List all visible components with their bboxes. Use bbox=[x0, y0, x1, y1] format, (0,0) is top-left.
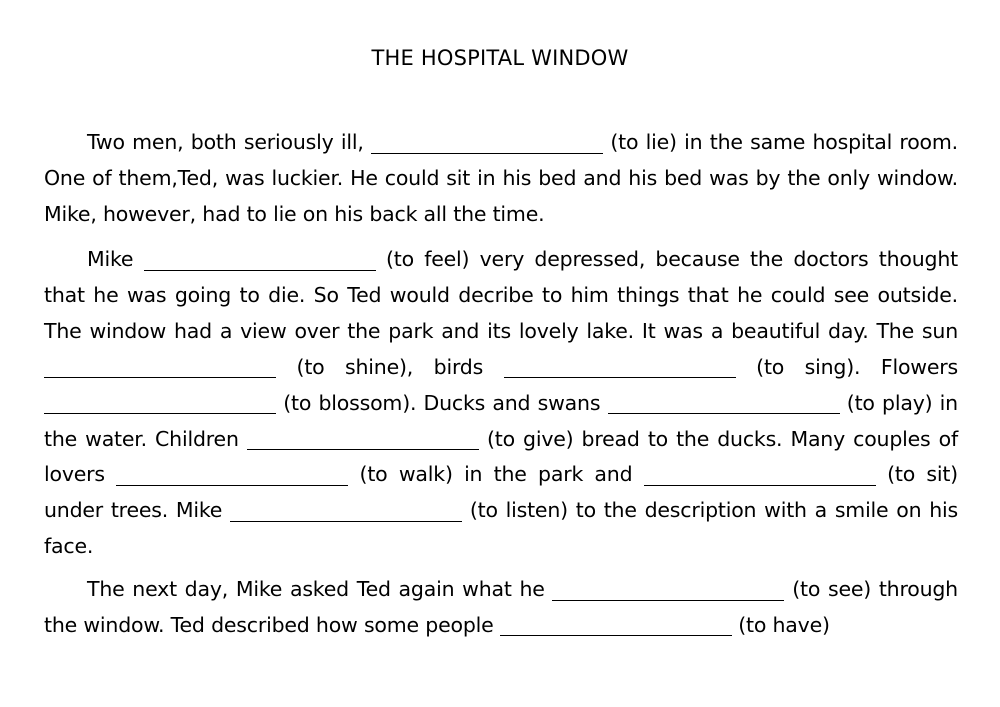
blank-7[interactable] bbox=[247, 428, 479, 451]
worksheet-title: THE HOSPITAL WINDOW bbox=[371, 46, 629, 70]
blank-5[interactable] bbox=[44, 392, 276, 415]
p2-text-10: (to listen) to the description with a smile on his face. bbox=[44, 498, 958, 559]
p3-text-1: The next day, Mike asked Ted again what he bbox=[87, 577, 545, 601]
p2-text-8: (to walk) in the park and bbox=[359, 462, 633, 487]
p2-text-9: (to sit) under trees. Mike bbox=[44, 462, 958, 523]
blank-12[interactable] bbox=[500, 614, 732, 637]
blank-2[interactable] bbox=[144, 248, 376, 271]
blank-9[interactable] bbox=[644, 463, 876, 486]
p1-text-1: Two men, both seriously ill, bbox=[87, 130, 364, 154]
p3-text-3: (to have) bbox=[738, 612, 830, 637]
p2-text-2: (to feel) very depressed, because the doctors thought that he was going to die. So Ted would decribe to him things that he could see outside. The window had a view over the park and its lovely lake. It was a beautiful day. The sun bbox=[44, 247, 958, 343]
paragraph-2 bbox=[44, 242, 958, 565]
paragraph-3 bbox=[44, 572, 958, 644]
blank-3[interactable] bbox=[44, 356, 276, 379]
p2-text-7: (to give) bread to the ducks. Many couples of lovers bbox=[44, 426, 958, 487]
p2-text-1: Mike bbox=[87, 247, 134, 271]
p2-text-4: (to sing). Flowers bbox=[756, 354, 958, 379]
blank-1[interactable] bbox=[371, 131, 603, 154]
blank-6[interactable] bbox=[608, 392, 840, 415]
p1-text-2: (to lie) in the same hospital room. One of them,Ted, was luckier. He could sit in his bed and his bed was by the only window. Mike, however, had to lie on his back all the time. bbox=[44, 130, 958, 226]
blank-4[interactable] bbox=[504, 356, 736, 379]
blank-11[interactable] bbox=[552, 578, 784, 601]
blank-8[interactable] bbox=[116, 463, 348, 486]
p2-text-6: (to play) in the water. Children bbox=[44, 390, 958, 451]
p3-text-2: (to see) through the window. Ted described how some people bbox=[44, 577, 958, 637]
blank-10[interactable] bbox=[230, 499, 462, 522]
p2-text-5: (to blossom). Ducks and swans bbox=[283, 390, 601, 415]
p2-text-3: (to shine), birds bbox=[296, 354, 484, 379]
paragraph-1 bbox=[44, 125, 958, 233]
